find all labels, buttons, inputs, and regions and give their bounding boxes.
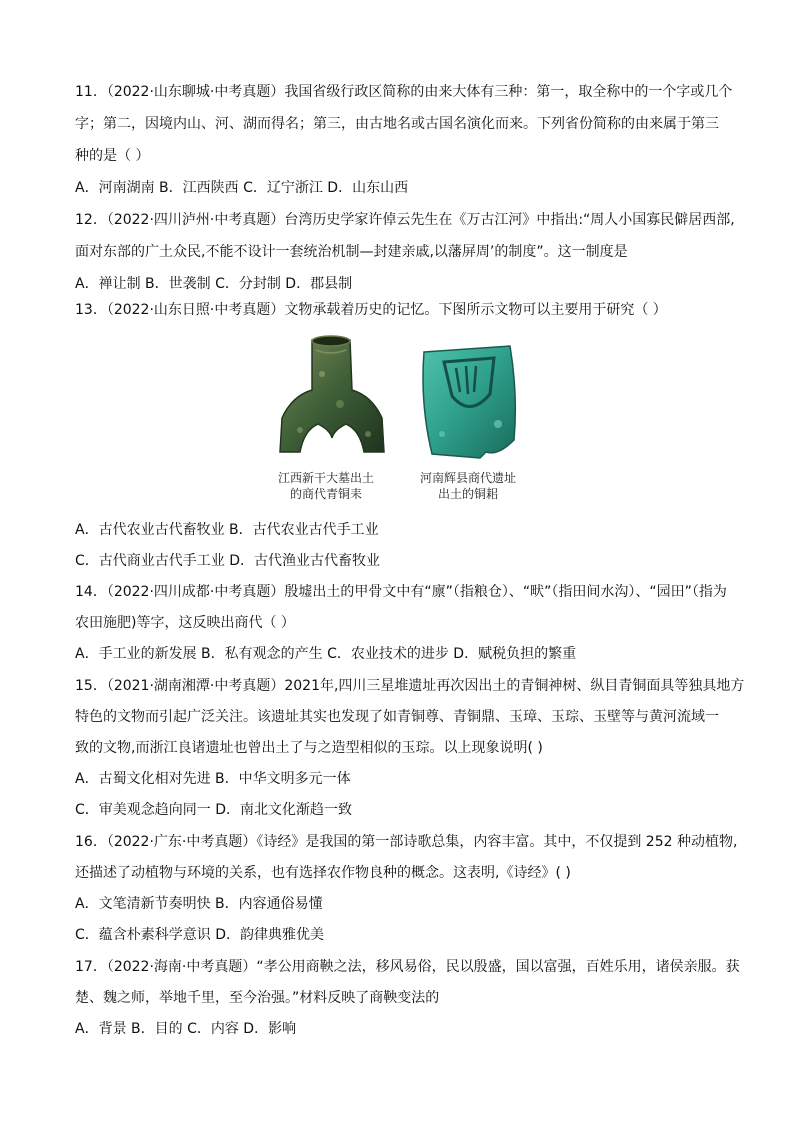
question-12-stem-line-2: 面对东部的广土众民,不能不设计一套统治机制—封建亲戚,以藩屏周’的制度”。这一制度是 — [75, 244, 628, 260]
question-11-options: A．河南湖南 B．江西陕西 C．辽宁浙江 D．山东山西 — [75, 180, 409, 196]
question-12-options: A．禅让制 B．世袭制 C．分封制 D．郡县制 — [75, 276, 353, 292]
question-12-stem-line-1: 12．（2022·四川泸州·中考真题）台湾历史学家许倬云先生在《万古江河》中指出:“周人小国寡民僻居西部, — [75, 212, 735, 228]
copper-si-caption — [400, 470, 536, 502]
copper-si-caption-line-2: 出土的铜耜 — [437, 487, 498, 501]
question-13-options-line-2: C．古代商业古代手工业 D．古代渔业古代畜牧业 — [75, 553, 381, 569]
question-11-stem-line-3: 种的是（ ） — [75, 148, 150, 164]
question-17-stem-line-2: 楚、魏之师，举地千里，至今治强。”材料反映了商鞅变法的 — [75, 990, 440, 1006]
question-15-stem-line-2: 特色的文物而引起广泛关注。该遗址其实也发现了如青铜尊、青铜鼎、玉璋、玉琮、玉壁等与黄河流域一 — [75, 709, 719, 725]
question-11-stem-line-1: 11．（2022·山东聊城·中考真题）我国省级行政区简称的由来大体有三种：第一，取全称中的一个字或几个 — [75, 84, 733, 100]
question-15-options-line-1: A．古蜀文化相对先进 B．中华文明多元一体 — [75, 771, 351, 787]
question-16-options-line-1: A．文笔清新节奏明快 B．内容通俗易懂 — [75, 896, 323, 912]
question-13-figure — [266, 334, 532, 502]
question-14-options: A．手工业的新发展 B．私有观念的产生 C．农业技术的进步 D．赋税负担的繁重 — [75, 646, 577, 662]
question-13-stem-line-1: 13．（2022·山东日照·中考真题）文物承载着历史的记忆。下图所示文物可以主要用于研究（ ） — [75, 302, 667, 318]
bronze-lei-caption-line-1: 江西新干大墓出土 — [277, 471, 374, 485]
copper-si-image — [414, 344, 526, 460]
question-16-stem-line-2: 还描述了动植物与环境的关系，也有选择农作物良种的概念。这表明,《诗经》( ) — [75, 865, 571, 881]
question-17-stem-line-1: 17．（2022·海南·中考真题）“孝公用商鞅之法，移风易俗，民以殷盛，国以富强，百姓乐用，诸侯亲服。获 — [75, 959, 740, 975]
question-13-options-line-1: A．古代农业古代畜牧业 B．古代农业古代手工业 — [75, 522, 379, 538]
bronze-lei-image — [272, 334, 392, 458]
question-16-stem-line-1: 16．（2022·广东·中考真题）《诗经》是我国的第一部诗歌总集，内容丰富。其中，不仅提到 252 种动植物, — [75, 834, 738, 850]
question-15-stem-line-1: 15．（2021·湖南湘潭·中考真题）2021年,四川三星堆遗址再次因出土的青铜神树、纵目青铜面具等独具地方 — [75, 678, 745, 694]
question-14-stem-line-2: 农田施肥)等字，这反映出商代（ ） — [75, 615, 295, 631]
question-15-stem-line-3: 致的文物,而浙江良诸遗址也曾出土了与之造型相似的玉琮。以上现象说明( ) — [75, 740, 543, 756]
question-17-options: A．背景 B．目的 C．内容 D．影响 — [75, 1021, 297, 1037]
copper-si-caption-line-1: 河南辉县商代遗址 — [419, 471, 516, 485]
question-16-options-line-2: C．蕴含朴素科学意识 D．韵律典雅优美 — [75, 927, 325, 943]
bronze-lei-caption — [258, 470, 394, 502]
bronze-lei-caption-line-2: 的商代青铜耒 — [289, 487, 362, 501]
question-11-stem-line-2: 字；第二，因境内山、河、湖而得名；第三，由古地名或古国名演化而来。下列省份简称的由来属于第三 — [75, 116, 719, 132]
question-15-options-line-2: C．审美观念趋向同一 D．南北文化渐趋一致 — [75, 802, 353, 818]
question-14-stem-line-1: 14．（2022·四川成都·中考真题）殷墟出土的甲骨文中有“廪”（指粮仓）、“畎”（指田间水沟）、“园田”（指为 — [75, 584, 727, 600]
